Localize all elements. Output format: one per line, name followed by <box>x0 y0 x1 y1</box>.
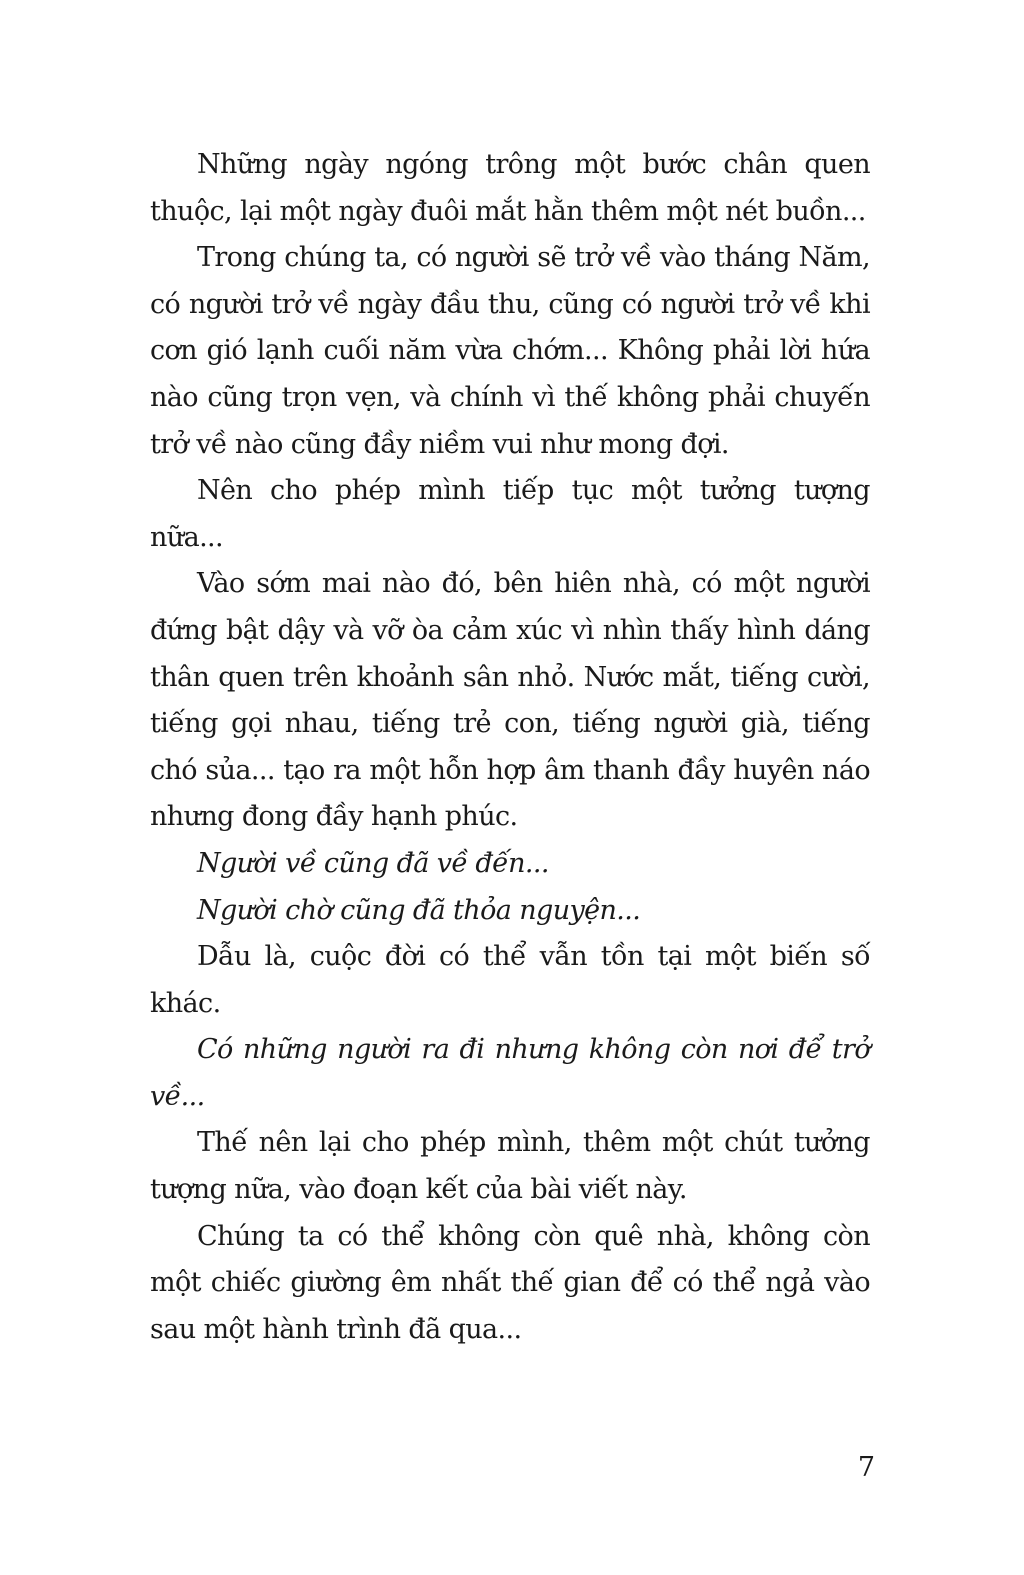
paragraph-6-italic: Người chờ cũng đã thỏa nguyện... <box>197 894 641 926</box>
paragraph-7: Dẫu là, cuộc đời có thể vẫn tồn tại một biến số khác. <box>150 941 870 1019</box>
paragraph-1: Những ngày ngóng trông một bước chân quen thuộc, lại một ngày đuôi mắt hằn thêm một nét buồn... <box>150 149 870 227</box>
paragraph-8-italic: Có những người ra đi nhưng không còn nơi để trở về... <box>150 1034 870 1112</box>
paragraph-10: Chúng ta có thể không còn quê nhà, không còn một chiếc giường êm nhất thế gian để có thể ngả vào sau một hành trình đã qua... <box>150 1220 870 1345</box>
paragraph-3: Nên cho phép mình tiếp tục một tưởng tượng nữa... <box>150 475 870 553</box>
paragraph-9: Thế nên lại cho phép mình, thêm một chút tưởng tượng nữa, vào đoạn kết của bài viết này. <box>150 1127 870 1206</box>
page-number: 7 <box>857 1452 875 1483</box>
paragraph-4: Vào sớm mai nào đó, bên hiên nhà, có một người đứng bật dậy và vỡ òa cảm xúc vì nhìn thấy hình dáng thân quen trên khoảnh sân nhỏ. Nước mắt, tiếng cười, tiếng gọi nhau, tiếng trẻ con, tiếng người già, tiếng chó sủa... tạo ra một hỗn hợp âm thanh đầy huyên náo nhưng đong đầy hạnh phúc. <box>150 568 870 833</box>
paragraph-5-italic: Người về cũng đã về đến... <box>197 847 549 879</box>
paragraph-2: Trong chúng ta, có người sẽ trở về vào tháng Năm, có người trở về ngày đầu thu, cũng có người trở về khi cơn gió lạnh cuối năm vừa chớm... Không phải lời hứa nào cũng trọn vẹn, và chính vì thế không phải chuyến trở về nào cũng đầy niềm vui như mong đợi. <box>150 242 870 460</box>
body-text <box>150 142 870 1353</box>
